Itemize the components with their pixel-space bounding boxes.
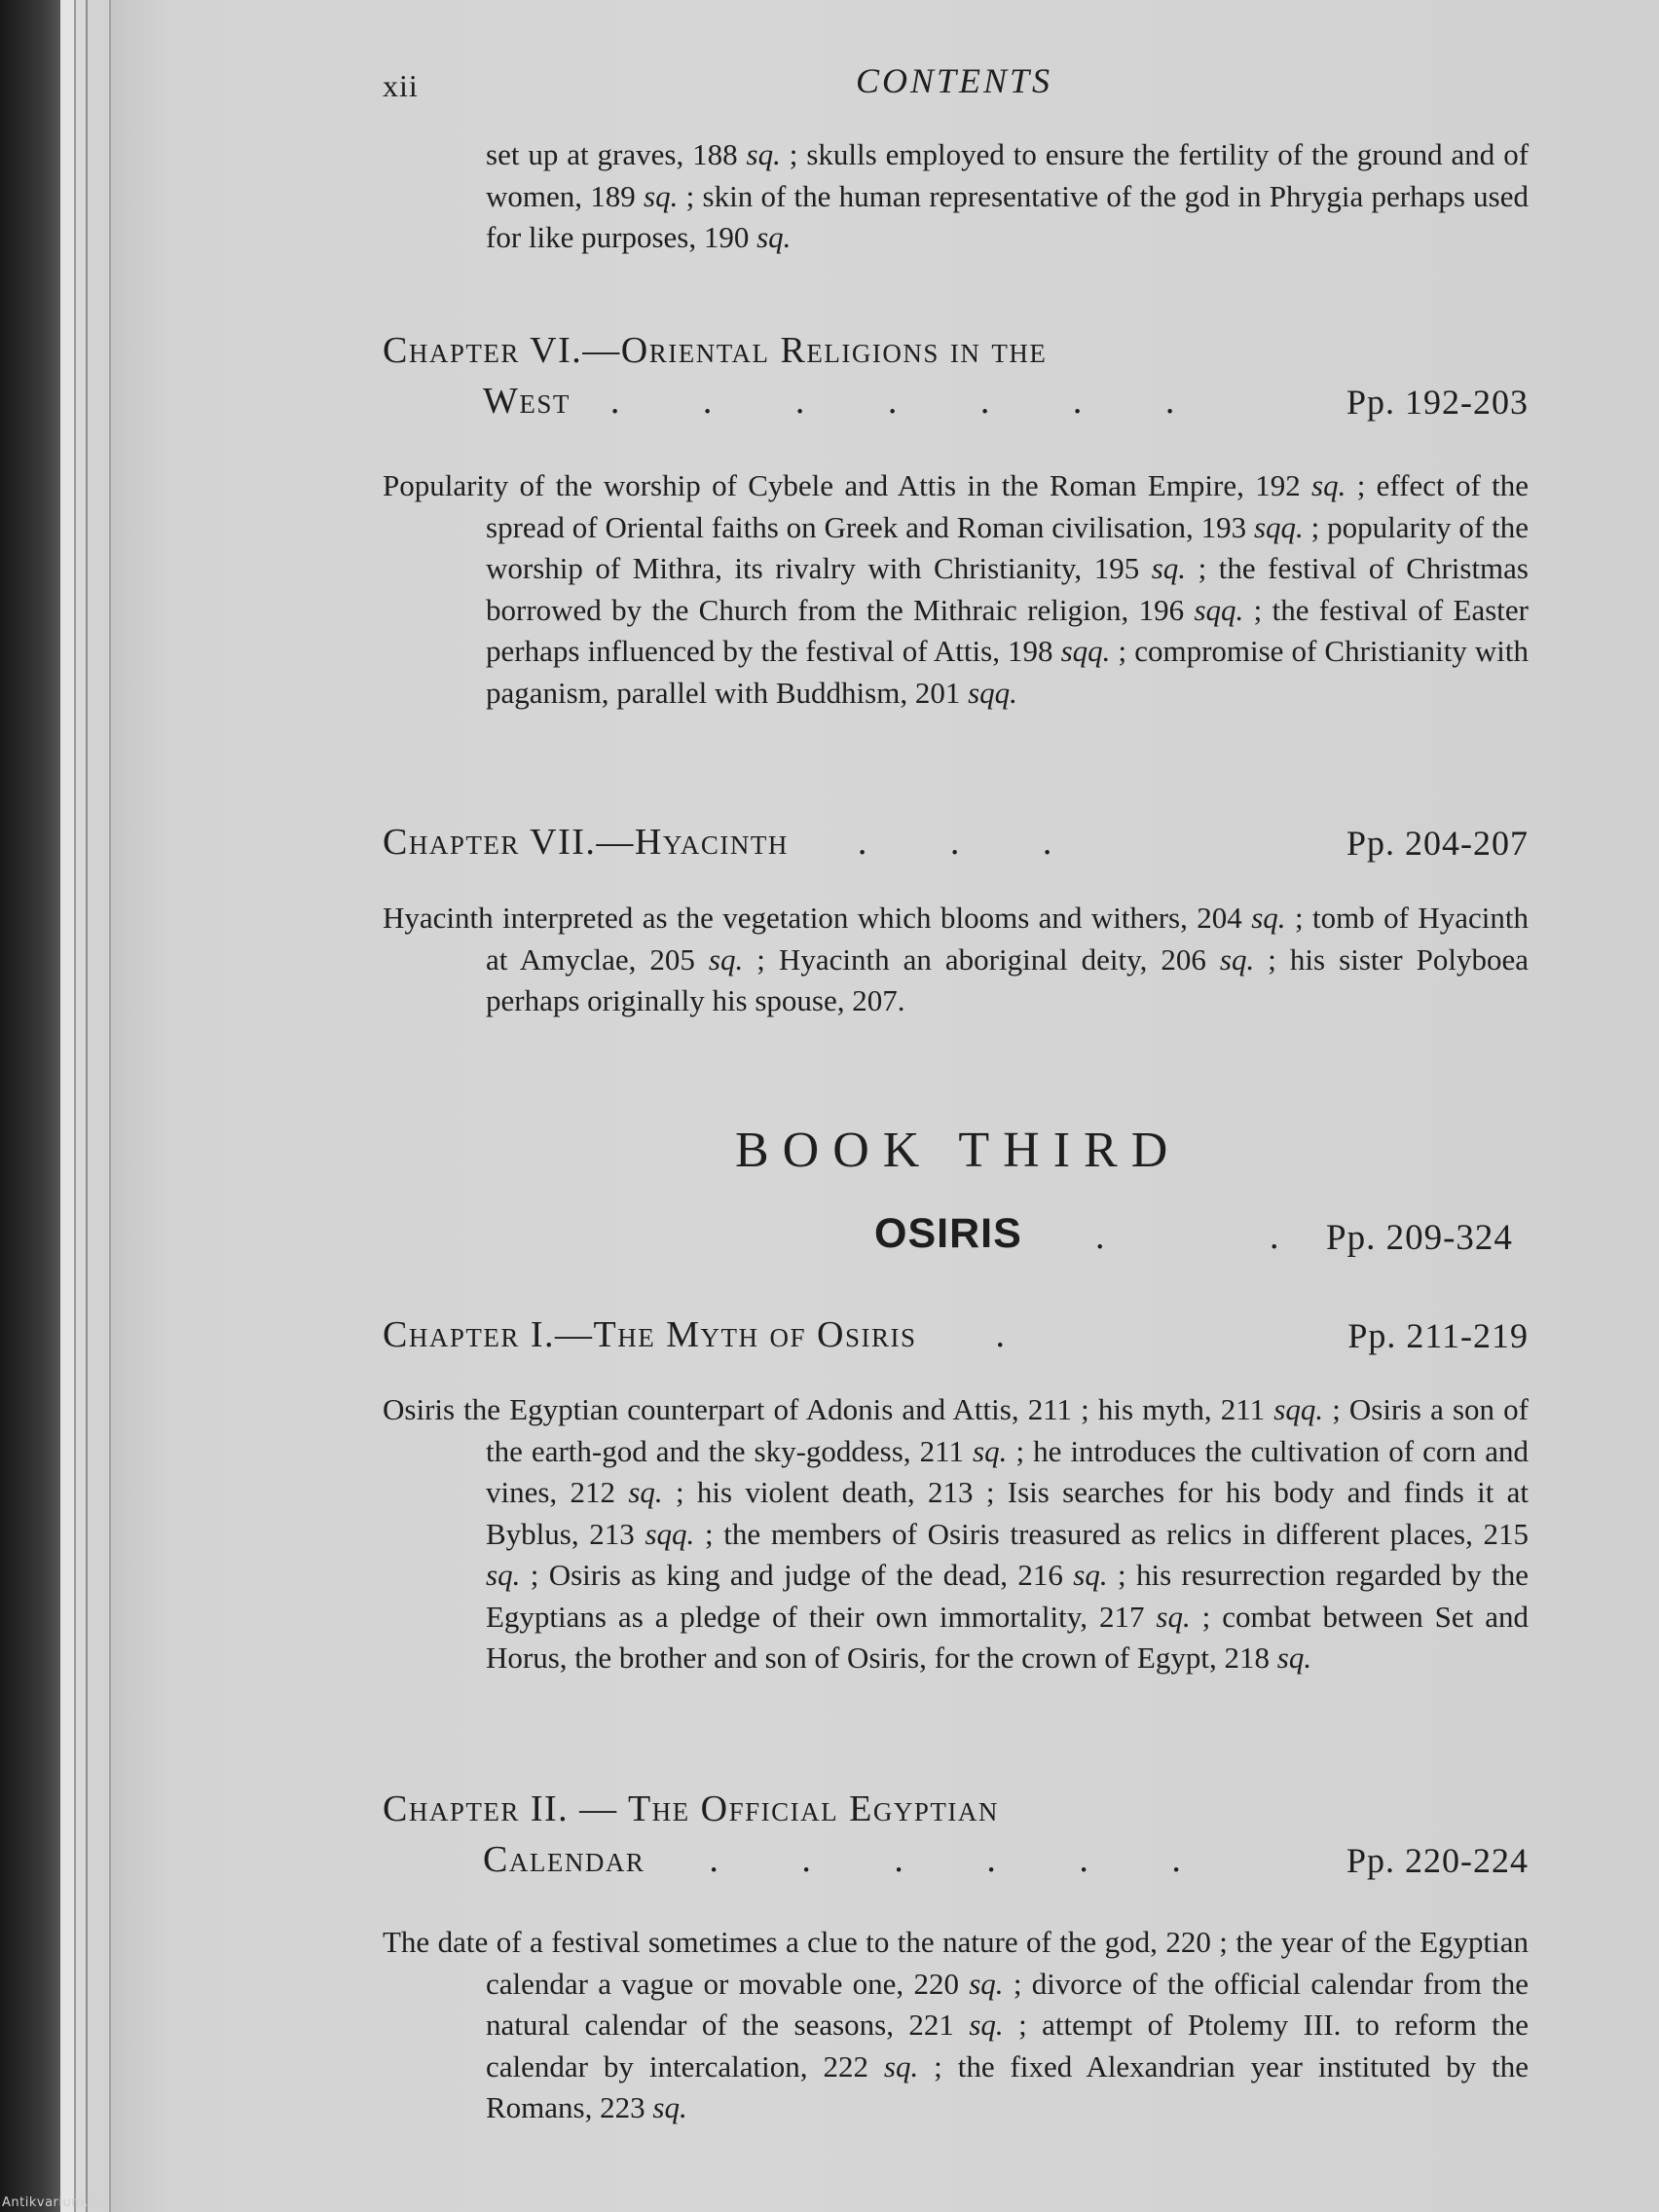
chapter-summary xyxy=(383,1922,1529,2129)
intro-text-3: ; skin of the human representative of the god in Phrygia perhaps used for like purposes, 190 xyxy=(486,178,1529,254)
chapter-heading xyxy=(383,1313,1529,1356)
leader-dots: . . . xyxy=(857,822,1089,863)
book-pages: Pp. 209-324 xyxy=(1326,1218,1513,1258)
page-number: xii xyxy=(383,68,419,103)
chapter-title-line2: Calendar xyxy=(483,1839,645,1880)
chapter-title: Chapter VII.—Hyacinth xyxy=(383,822,789,863)
page-edge xyxy=(76,0,88,2212)
chapter-summary xyxy=(383,898,1529,1022)
sq-italic: sq. xyxy=(746,137,781,171)
chapter-summary xyxy=(383,465,1529,714)
intro-paragraph xyxy=(383,134,1529,259)
leader-dots: . . xyxy=(1095,1216,1357,1257)
summary-text: Hyacinth interpreted as the vegetation which blooms and withers, 204 sq. ; tomb of Hyacinth at Amyclae, 205 sq. ; Hyacinth an aboriginal deity, 206 sq. ; his sister Polyboea perhaps originally his spouse, 207. xyxy=(383,901,1529,1017)
summary-text: Osiris the Egyptian counterpart of Adonis and Attis, 211 ; his myth, 211 sqq. ; Osiris a son of the earth-god and the sky-goddess, 211 sq. ; he introduces the cultivation of corn and vines, 212 sq. ; his violent death, 213 ; Isis searches for his body and finds it at Byblus, 213 sqq. ; the members of Osiris treasured as relics in different places, 215 sq. ; Osiris as king and judge of the dead, 216 sq. ; his resurrection regarded by the Egyptians as a pledge of their own immortality, 217 sq. ; combat between Set and Horus, the brother and son of Osiris, for the crown of Egypt, 218 sq. xyxy=(383,1392,1530,1675)
intro-text-1: set up at graves, 188 xyxy=(486,137,738,171)
chapter-pages: Pp. 192-203 xyxy=(1346,383,1529,422)
watermark: Antikvarium.hu xyxy=(2,2195,106,2210)
book-subtitle: OSIRIS xyxy=(874,1210,1022,1257)
chapter-title-line2: West xyxy=(483,381,571,422)
chapter-heading xyxy=(383,821,1529,864)
running-title: CONTENTS xyxy=(855,61,1053,100)
chapter-heading xyxy=(383,329,1529,423)
chapter-title: Chapter I.—The Myth of Osiris xyxy=(383,1314,917,1355)
sq-italic: sq. xyxy=(644,178,679,213)
book-binding xyxy=(0,0,60,2212)
summary-text: Popularity of the worship of Cybele and Attis in the Roman Empire, 192 sq. ; effect of the spread of Oriental faiths on Greek and Roman civilisation, 193 sqq. ; popularity of the worship of Mithra, its rivalry with Christianity, 195 sq. ; the festival of Christmas borrowed by the Church from the Mithraic religion, 196 sqq. ; the festival of Easter perhaps influenced by the festival of Attis, 198 sqq. ; compromise of Christianity with paganism, parallel with Buddhism, 201 sqq. xyxy=(383,468,1530,710)
chapter-pages: Pp. 211-219 xyxy=(1347,1316,1529,1355)
sq-italic: sq. xyxy=(756,220,792,254)
chapter-summary xyxy=(383,1389,1529,1679)
chapter-title-line1: Chapter VI.—Oriental Religions in the xyxy=(383,330,1048,371)
chapter-heading xyxy=(383,1788,1529,1881)
chapter-pages: Pp. 204-207 xyxy=(1346,824,1529,863)
leader-dots: . . . . . . . xyxy=(609,381,1212,422)
summary-text: The date of a festival sometimes a clue to the nature of the god, 220 ; the year of the Egyptian calendar a vague or movable one, 220 sq. ; divorce of the official calendar from the natural calendar of the seasons, 221 sq. ; attempt of Ptolemy III. to reform the calendar by intercalation, 222 sq. ; the fixed Alexandrian year instituted by the Romans, 223 sq. xyxy=(383,1925,1530,2124)
intro-text-2: ; skulls employed to ensure the fertility of the ground and of women, 189 xyxy=(486,137,1530,213)
chapter-pages: Pp. 220-224 xyxy=(1346,1841,1529,1880)
chapter-title-line1: Chapter II. — The Official Egyptian xyxy=(383,1788,999,1829)
leader-dots: . . . . . . xyxy=(709,1839,1218,1880)
book-title: BOOK THIRD xyxy=(735,1123,1182,1178)
leader-dots: . xyxy=(995,1314,1042,1355)
page-edge xyxy=(88,0,111,2212)
page-edge xyxy=(60,0,76,2212)
